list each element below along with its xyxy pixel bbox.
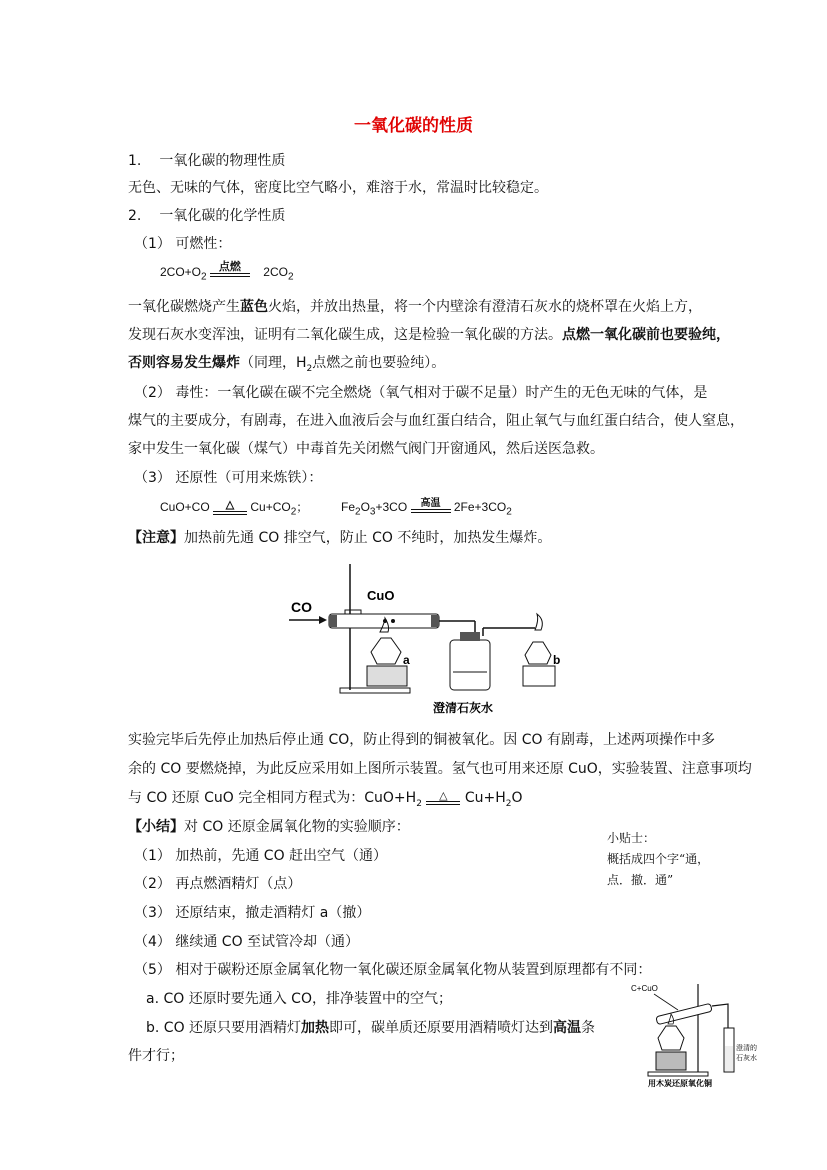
bold-text: 加热 <box>301 1020 330 1036</box>
eq-products: O <box>511 790 523 806</box>
punctuation: ； <box>296 500 309 514</box>
text: 即可，碳单质还原要用酒精喷灯达到 <box>329 1020 554 1036</box>
summary-step: （2） 再点燃酒精灯（点） <box>134 876 302 892</box>
heat-symbol: △ <box>225 499 235 511</box>
alcohol-lamp-b <box>525 642 551 664</box>
subscript: 2 <box>505 798 512 809</box>
text: 火焰，并放出热量，将一个内壁涂有澄清石灰水的烧杯罩在火焰上方， <box>268 299 702 315</box>
section-1-heading <box>128 151 285 171</box>
after-line-2: 余的 CO 要燃烧掉，为此反应采用如上图所示装置。氢气也可用来还原 CuO，实验装置、注意事项均 <box>128 761 752 777</box>
stopper-left <box>329 615 337 627</box>
text: （同理，H <box>240 355 307 371</box>
subscript: 2 <box>416 798 422 809</box>
after-line-3 <box>128 788 523 814</box>
stopper-right <box>431 615 439 627</box>
bold-text: 高温 <box>553 1020 582 1036</box>
co-reduction-apparatus-diagram <box>285 560 575 720</box>
difference-b-cont: 件才行； <box>128 1048 184 1064</box>
summary-step: （1） 加热前，先通 CO 赶出空气（通） <box>134 848 388 864</box>
tip-title: 小贴士： <box>607 831 656 845</box>
eq-subscript: 2 <box>290 506 297 518</box>
combustion-equation <box>160 262 294 287</box>
summary-step: （4） 继续通 CO 至试管冷却（通） <box>134 934 360 950</box>
eq-subscript: 2 <box>355 506 361 518</box>
reduction-equations <box>160 497 512 522</box>
text: 条 <box>581 1020 596 1036</box>
eq-reactants: Fe <box>341 500 356 514</box>
text: 发现石灰水变浑浊，证明有二氧化碳生成，这是检验一氧化碳的方法。 <box>128 327 562 343</box>
cuo-powder <box>391 619 395 623</box>
text: 点燃之前也要验纯）。 <box>312 355 446 371</box>
carbon-reduction-caption: 用木炭还原氧化铜 <box>648 1079 712 1088</box>
stand-base <box>648 1072 708 1076</box>
physical-properties-text: 无色、无味的气体，密度比空气略小，难溶于水，常温时比较稳定。 <box>128 180 548 196</box>
toxicity-line-2: 煤气的主要成分，有剧毒，在进入血液后会与血红蛋白结合，阻止氧气与血红蛋白结合，使人窒息， <box>128 413 744 429</box>
tip-text: 点．撤．通” <box>607 873 674 887</box>
eq-condition <box>210 262 250 277</box>
combustion-desc-line-2 <box>128 325 730 345</box>
eq-reactants: 2CO+O <box>160 265 202 279</box>
cuo-label: CuO <box>367 588 395 603</box>
eq-condition <box>213 500 247 515</box>
heat-symbol: △ <box>439 789 448 802</box>
summary-step: （3） 还原结束，撤走酒精灯 a（撤） <box>134 905 371 921</box>
lime-water-label: 石灰水 <box>736 1055 757 1062</box>
note-line <box>128 528 551 548</box>
eq-subscript: 2 <box>287 271 294 283</box>
label-b: b <box>553 653 561 667</box>
tip-box <box>607 828 737 891</box>
alcohol-lamp-a <box>371 638 401 664</box>
test-tube <box>656 1003 712 1024</box>
bottle-stopper <box>460 632 480 641</box>
section-2-heading <box>128 206 285 226</box>
pointer-line <box>654 994 678 1010</box>
eq-products: 2CO <box>263 265 288 279</box>
reducibility-label: （3） 还原性（可用来炼铁）： <box>134 470 323 486</box>
note-text: 加热前先通 CO 排空气，防止 CO 不纯时，加热发生爆炸。 <box>184 530 552 546</box>
eq-subscript: 2 <box>201 271 207 283</box>
combustibility-label: （1） 可燃性： <box>134 236 232 252</box>
lime-water <box>725 1046 733 1071</box>
difference-b <box>146 1018 595 1038</box>
label-a: a <box>403 653 410 667</box>
difference-a: a. CO 还原时要先通入 CO，排净装置中的空气； <box>146 991 452 1007</box>
co-arrow-head <box>319 616 327 624</box>
flame-b <box>535 614 542 630</box>
bold-text: 点燃一氧化碳前也要验纯， <box>562 327 730 343</box>
co-label: CO <box>291 599 312 615</box>
eq-reactants: CuO+CO <box>160 500 210 514</box>
bold-text: 否则容易发生爆炸 <box>128 355 240 371</box>
section-number: 1. <box>128 153 142 169</box>
eq-reactants: O <box>360 500 370 514</box>
section-title: 一氧化碳的物理性质 <box>159 153 286 169</box>
subscript: 2 <box>306 363 313 374</box>
bold-text: 蓝色 <box>240 299 268 315</box>
tip-text: 概括成四个字“通， <box>607 852 710 866</box>
summary-heading <box>128 817 410 837</box>
eq-products: Cu+H <box>464 790 506 806</box>
toxicity-line-1: （2） 毒性：一氧化碳在碳不完全燃烧（氧气相对于碳不足量）时产生的无色无味的气体，是 <box>134 385 708 401</box>
lamp-block <box>523 666 555 686</box>
summary-head: 对 CO 还原金属氧化物的实验顺序： <box>184 819 410 835</box>
section-title: 一氧化碳的化学性质 <box>159 208 286 224</box>
burner-block <box>656 1052 686 1070</box>
eq-products: 2Fe+3CO <box>453 500 507 514</box>
summary-tag: 【小结】 <box>128 819 184 835</box>
toxicity-line-3: 家中发生一氧化碳（煤气）中毒首先关闭燃气阀门开窗通风，然后送医急救。 <box>128 441 604 457</box>
eq-double-line <box>210 273 250 277</box>
eq-condition <box>411 498 451 513</box>
page-title: 一氧化碳的性质 <box>354 116 473 136</box>
carbon-reduction-diagram <box>628 980 758 1092</box>
text: b. CO 还原只要用酒精灯 <box>146 1020 302 1036</box>
section-number: 2. <box>128 208 142 224</box>
lamp-block <box>367 666 407 686</box>
alcohol-burner <box>658 1026 684 1050</box>
eq-condition-text: 高温 <box>420 498 441 509</box>
eq-condition-text: 点燃 <box>218 261 241 273</box>
c-cuo-label: C+CuO <box>631 984 658 993</box>
text: 与 CO 还原 CuO 完全相同方程式为：CuO+H <box>128 790 417 806</box>
after-line-1: 实验完毕后先停止加热后停止通 CO，防止得到的铜被氧化。因 CO 有剧毒，上述两项操作中多 <box>128 732 715 748</box>
combustion-desc-line-1 <box>128 297 702 317</box>
eq-double-line <box>411 509 451 513</box>
eq-subscript: 2 <box>506 506 512 518</box>
lime-water-bottle <box>450 640 490 690</box>
combustion-desc-line-3 <box>128 353 445 379</box>
eq-products: Cu+CO <box>250 500 291 514</box>
lime-water-label: 澄清的 <box>736 1045 757 1052</box>
lime-water-caption: 澄清石灰水 <box>433 701 494 715</box>
summary-step: （5） 相对于碳粉还原金属氧化物一氧化碳还原金属氧化物从装置到原理都有不同： <box>134 962 652 978</box>
eq-condition <box>426 790 460 805</box>
note-tag: 【注意】 <box>128 530 184 546</box>
eq-double-line <box>213 511 247 515</box>
eq-reactants: +3CO <box>375 500 408 514</box>
eq-subscript: 3 <box>369 506 376 518</box>
text: 一氧化碳燃烧产生 <box>128 299 240 315</box>
